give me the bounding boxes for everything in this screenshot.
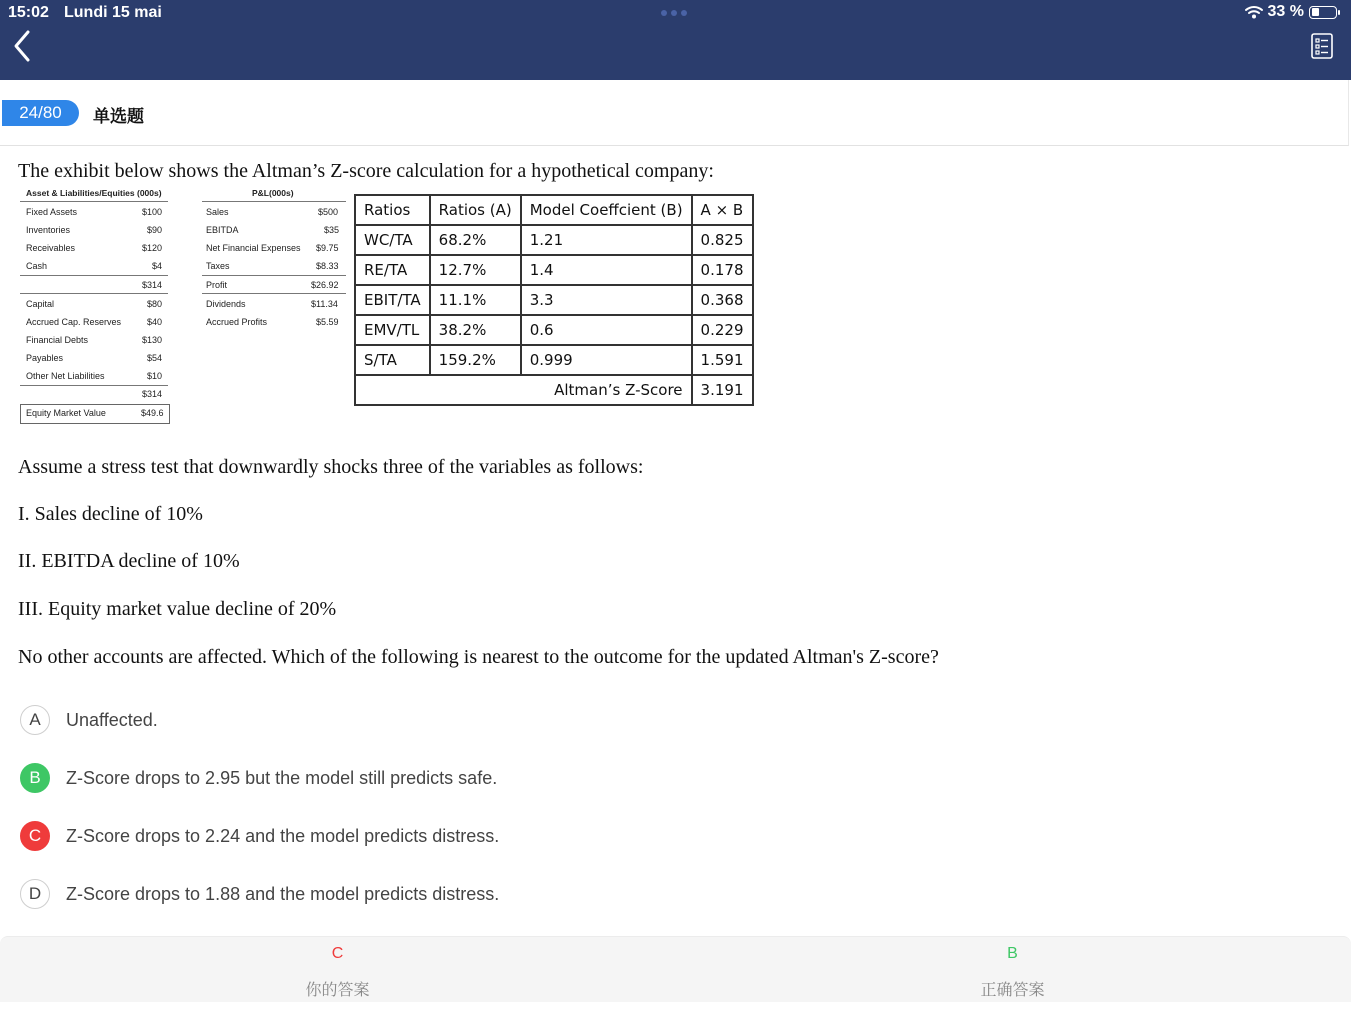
bs-equity-label: Equity Market Value [26, 408, 106, 418]
bs-value: $54 [147, 353, 163, 363]
question-item-3: III. Equity market value decline of 20% [18, 598, 337, 620]
exhibit [18, 186, 748, 426]
bs-label: Capital [26, 299, 55, 309]
question-item-2: II. EBITDA decline of 10% [18, 550, 240, 572]
pnl-label: Sales [206, 207, 229, 217]
table-row [355, 315, 753, 345]
bs-label: Other Net Liabilities [26, 371, 105, 381]
pnl-value: $35 [324, 225, 340, 235]
question-type-label: 单选题 [93, 107, 144, 126]
table-cell: 1.21 [521, 225, 692, 255]
column-header: Model Coeffcient (B) [521, 195, 692, 225]
option-letter-correct: B [20, 763, 50, 793]
bs-value: $40 [147, 317, 163, 327]
table-cell: RE/TA [355, 255, 430, 285]
bs-label: Payables [26, 353, 64, 363]
option-letter-wrong: C [20, 821, 50, 851]
question-item-1: I. Sales decline of 10% [18, 503, 203, 525]
divider [20, 293, 168, 294]
table-cell: 12.7% [430, 255, 521, 285]
bs-value: $100 [142, 207, 163, 217]
divider [20, 385, 168, 386]
question-ask: No other accounts are affected. Which of the following is nearest to the outcome for the updated Altman's Z-score? [18, 646, 939, 668]
option-letter: D [20, 879, 50, 909]
status-date: Lundi 15 mai [64, 4, 162, 21]
option-text: Unaffected. [66, 709, 158, 730]
option-d[interactable] [20, 877, 499, 911]
back-chevron-icon [8, 28, 38, 64]
table-cell: 0.825 [692, 225, 753, 255]
table-cell: 1.591 [692, 345, 753, 375]
pnl-label: Net Financial Expenses [206, 243, 301, 253]
equity-market-value-box [20, 404, 170, 424]
pnl-value: $8.33 [316, 261, 339, 271]
bs-label: Inventories [26, 225, 71, 235]
option-text: Z-Score drops to 2.95 but the model still predicts safe. [66, 767, 498, 788]
table-cell: 159.2% [430, 345, 521, 375]
pnl-value: $11.34 [311, 299, 338, 309]
answer-sheet-button[interactable] [1311, 33, 1333, 59]
table-cell: 0.6 [521, 315, 692, 345]
bs-label: Fixed Assets [26, 207, 78, 217]
pnl-title: P&L(000s) [252, 188, 294, 198]
bs-label: Financial Debts [26, 335, 89, 345]
battery-percentage: 33 % [1267, 3, 1304, 20]
divider [20, 201, 168, 202]
table-cell: S/TA [355, 345, 430, 375]
divider [202, 293, 346, 294]
table-cell: 0.999 [521, 345, 692, 375]
table-total-row [355, 375, 753, 405]
status-indicators [1245, 3, 1337, 21]
correct-answer-label: 正确答案 [980, 982, 1045, 999]
bs-value: $80 [147, 299, 163, 309]
option-b[interactable] [20, 761, 497, 795]
bs-value: $120 [142, 243, 163, 253]
pnl-value: $5.59 [316, 317, 339, 327]
bs-label: Accrued Cap. Reserves [26, 317, 122, 327]
answer-sheet-icon [1311, 33, 1333, 59]
bs-label: Receivables [26, 243, 76, 253]
pnl-profit-value: $26.92 [311, 280, 339, 290]
option-a[interactable] [20, 703, 158, 737]
pnl-value: $500 [318, 207, 339, 217]
table-row [355, 345, 753, 375]
column-header: Ratios [355, 195, 430, 225]
option-letter: A [20, 705, 50, 735]
z-score-total-value: 3.191 [692, 375, 753, 405]
question-stress-text: Assume a stress test that downwardly shocks three of the variables as follows: [18, 456, 644, 478]
z-score-total-label: Altman’s Z-Score [355, 375, 692, 405]
balance-sheet-title: Asset & Liabilities/Equities (000s) [26, 188, 162, 198]
table-cell: 0.229 [692, 315, 753, 345]
divider [20, 275, 168, 276]
table-row [355, 255, 753, 285]
column-header: Ratios (A) [430, 195, 521, 225]
table-cell: 0.178 [692, 255, 753, 285]
pnl-profit-label: Profit [206, 280, 228, 290]
column-header: A × B [692, 195, 753, 225]
battery-icon [1309, 6, 1337, 19]
pnl-value: $9.75 [316, 243, 339, 253]
table-cell: EMV/TL [355, 315, 430, 345]
correct-answer-section [675, 937, 1350, 1003]
table-cell: 68.2% [430, 225, 521, 255]
bs-label: Cash [26, 261, 48, 271]
multitasking-dots-icon[interactable] [661, 10, 687, 16]
top-navigation-bar [0, 0, 1351, 80]
pnl-label: Taxes [206, 261, 230, 271]
option-text: Z-Score drops to 1.88 and the model predicts distress. [66, 883, 500, 904]
bs-assets-total: $314 [142, 280, 163, 290]
table-row [355, 285, 753, 315]
option-text: Z-Score drops to 2.24 and the model predicts distress. [66, 825, 500, 846]
divider [202, 201, 346, 202]
table-cell: 11.1% [430, 285, 521, 315]
pnl-label: Accrued Profits [206, 317, 268, 327]
your-answer-section [0, 937, 675, 1003]
table-cell: 0.368 [692, 285, 753, 315]
answer-summary-footer [0, 936, 1351, 1002]
table-cell: 3.3 [521, 285, 692, 315]
z-score-ratio-table [354, 194, 754, 406]
table-cell: EBIT/TA [355, 285, 430, 315]
table-header-row [355, 195, 753, 225]
back-button[interactable] [8, 28, 38, 64]
bs-equity-value: $49.6 [141, 408, 164, 418]
bs-liabilities-total: $314 [142, 389, 163, 399]
divider [202, 275, 346, 276]
question-intro: The exhibit below shows the Altman’s Z-score calculation for a hypothetical company: [18, 160, 714, 182]
correct-answer-value: B [1007, 945, 1018, 962]
table-cell: WC/TA [355, 225, 430, 255]
table-cell: 1.4 [521, 255, 692, 285]
option-c[interactable] [20, 819, 499, 853]
pnl-label: EBITDA [206, 225, 239, 235]
table-cell: 38.2% [430, 315, 521, 345]
your-answer-label: 你的答案 [305, 982, 370, 999]
bs-value: $4 [152, 261, 163, 271]
bs-value: $130 [142, 335, 163, 345]
pnl-label: Dividends [206, 299, 246, 309]
bs-value: $90 [147, 225, 163, 235]
status-time: 15:02 [8, 4, 49, 21]
your-answer-value: C [331, 945, 344, 962]
bs-value: $10 [147, 371, 163, 381]
question-counter-badge: 24/80 [2, 100, 79, 126]
table-row [355, 225, 753, 255]
question-info-bar [0, 80, 1349, 146]
wifi-icon [1245, 5, 1263, 19]
